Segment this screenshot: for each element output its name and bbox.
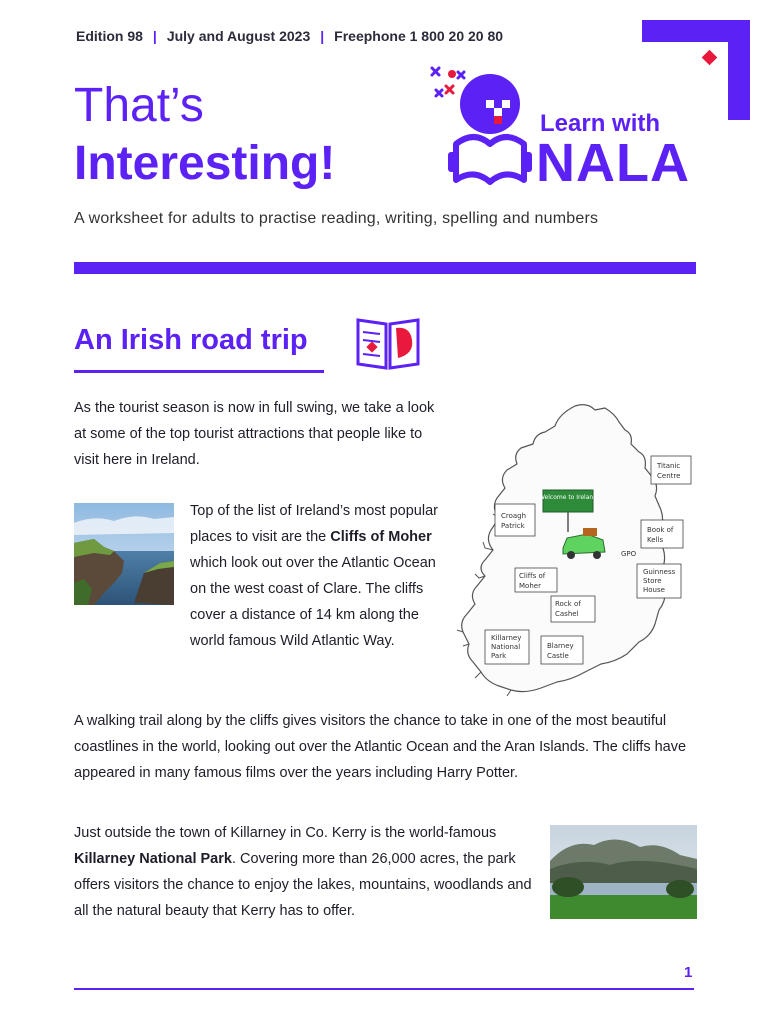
map-label-croagh: Patrick: [501, 522, 525, 530]
edition-number: Edition 98: [76, 28, 143, 44]
map-label-blarney: Castle: [547, 652, 569, 660]
map-label-titanic: Titanic: [657, 462, 681, 470]
map-label-titanic: Centre: [657, 472, 681, 480]
cliffs-paragraph: [190, 498, 440, 654]
killarney-highlight: Killarney National Park: [74, 851, 232, 867]
separator: |: [320, 28, 325, 44]
intro-paragraph: As the tourist season is now in full swing, we take a look at some of the top tourist attractions that people like to visit here in Ireland.: [74, 400, 435, 468]
map-label-guinness: Guinness: [643, 568, 676, 576]
killarney-text-end: . Covering more than 26,000 acres, the park offers visitors the chance to enjoy the lakes, mountains, woodlands and all the natural beauty that Kerry has to offer.: [74, 851, 532, 919]
footer-divider: [74, 988, 694, 990]
walking-trail-paragraph: A walking trail along by the cliffs gives visitors the chance to take in one of the most beautiful coastlines in the world, looking out over the Atlantic Ocean and the Aran Islands. The cliffs have appeared in many famous films over the years including Harry Potter.: [74, 713, 687, 781]
cliffs-text-start: Top of the list of Ireland’s most popular places to visit are the: [190, 503, 438, 545]
worksheet-description: A worksheet for adults to practise reading, writing, spelling and numbers: [74, 210, 599, 227]
map-label-blarney: Blarney: [547, 642, 574, 650]
map-label-kells: Kells: [647, 536, 664, 544]
map-label-killarney: National: [491, 643, 521, 651]
logo-nala: NALA: [536, 133, 690, 193]
map-label-cashel: Cashel: [555, 610, 579, 618]
logo-learn-with: Learn with: [540, 110, 661, 137]
freephone: Freephone 1 800 20 20 80: [334, 28, 504, 44]
edition-bar: [76, 28, 503, 44]
killarney-text-start: Just outside the town of Killarney in Co. Kerry is the world-famous: [74, 825, 497, 841]
ireland-map: [455, 400, 697, 700]
page-title-line2: Interesting!: [74, 137, 336, 190]
map-label-killarney: Park: [491, 652, 507, 660]
cliffs-of-moher-photo: [74, 503, 174, 605]
open-book-icon: [354, 314, 422, 372]
map-label-croagh: Croagh: [501, 512, 527, 520]
red-diamond-icon: [702, 50, 718, 66]
killarney-paragraph: [74, 820, 536, 924]
cliffs-highlight: Cliffs of Moher: [330, 529, 432, 545]
welcome-sign-text: Welcome to Ireland: [538, 494, 598, 501]
header-divider: [74, 262, 696, 274]
map-label-moher: Cliffs of: [519, 572, 546, 580]
map-label-gpo: GPO: [621, 550, 637, 558]
map-label-moher: Moher: [519, 582, 541, 590]
map-label-killarney: Killarney: [491, 634, 522, 642]
edition-date: July and August 2023: [166, 28, 311, 44]
map-label-kells: Book of: [647, 526, 674, 534]
corner-bracket-side: [728, 20, 750, 120]
killarney-park-photo: [550, 825, 697, 919]
map-label-guinness: Store: [643, 577, 662, 585]
section-heading: An Irish road trip: [74, 324, 308, 356]
heading-underline: [74, 370, 324, 373]
page-number: 1: [684, 964, 693, 981]
cliffs-text-end: which look out over the Atlantic Ocean on the west coast of Clare. The cliffs cover a distance of 14 km along the world famous Wild Atlantic Way.: [190, 555, 436, 649]
map-label-guinness: House: [643, 586, 665, 594]
map-label-cashel: Rock of: [555, 600, 581, 608]
separator: |: [152, 28, 157, 44]
nala-logo-icon: [428, 64, 538, 198]
page-title-line1: That’s: [74, 79, 204, 132]
